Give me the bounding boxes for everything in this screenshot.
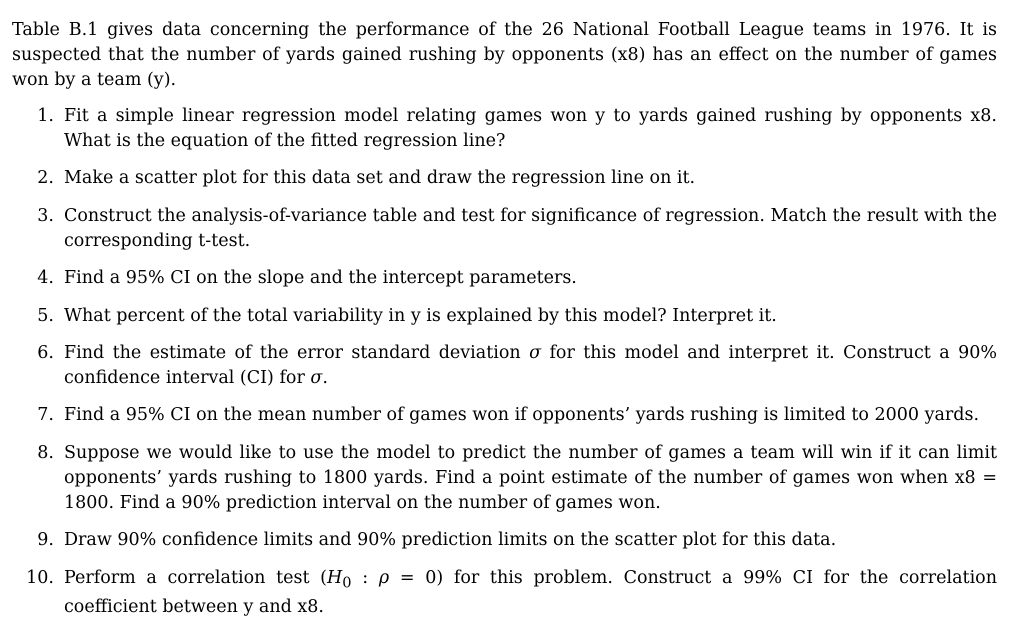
- question-text: Make a scatter plot for this data set and draw the regression line on it.: [64, 168, 696, 189]
- question-item: [12, 441, 997, 516]
- sigma-symbol: σ: [529, 342, 542, 363]
- h0-symbol: H: [327, 567, 343, 588]
- question-list: [12, 104, 997, 620]
- question-item: [12, 266, 997, 291]
- question-item: [12, 566, 997, 621]
- rho-symbol: ρ: [378, 567, 390, 588]
- question-text-part: Perform a correlation test (: [64, 567, 328, 588]
- question-item: [12, 403, 997, 428]
- question-number: 3.: [37, 205, 54, 226]
- question-item: [12, 304, 997, 329]
- question-item: [12, 341, 997, 391]
- document: [12, 18, 997, 632]
- question-text-part: = 0) for this problem. Construct a 99% CI for the correlation coefficient between y and x8.: [64, 567, 997, 618]
- question-text-part: .: [322, 367, 328, 388]
- question-text: Draw 90% confidence limits and 90% prediction limits on the scatter plot for this data.: [64, 530, 837, 551]
- question-number: 7.: [37, 405, 54, 426]
- question-text-part: :: [351, 567, 379, 588]
- h0-subscript: 0: [342, 574, 352, 592]
- question-number: 2.: [37, 168, 54, 189]
- question-number: 1.: [37, 106, 54, 126]
- question-text: Suppose we would like to use the model to predict the number of games a team will win if it can limit opponents’ yards rushing to 1800 yards. Find a point estimate of the number of games won when x8 = 1800. Find a 90% prediction interval on the number of games won.: [64, 442, 997, 513]
- intro-paragraph: Table B.1 gives data concerning the performance of the 26 National Football League teams in 1976. It is suspected that the number of yards gained rushing by opponents (x8) has an effect on the number of games won by a team (y).: [12, 20, 997, 90]
- question-item: [12, 166, 997, 191]
- question-number: 9.: [37, 530, 54, 551]
- question-text-part: for this model and interpret it. Construct a 90% confidence interval (CI) for: [64, 342, 997, 388]
- question-item: [12, 204, 997, 254]
- question-text: What percent of the total variability in y is explained by this model? Interpret it.: [64, 305, 777, 326]
- question-number: 10.: [26, 567, 54, 588]
- question-text: Construct the analysis-of-variance table and test for significance of regression. Match the result with the corresponding t-test.: [64, 205, 997, 251]
- question-text: Fit a simple linear regression model relating games won y to yards gained rushing by opponents x8. What is the equation of the fitted regression line?: [64, 106, 997, 151]
- question-number: 4.: [37, 268, 54, 289]
- question-number: 6.: [37, 342, 54, 363]
- question-number: 8.: [37, 442, 54, 463]
- sigma-symbol: σ: [310, 367, 323, 388]
- question-text: Find a 95% CI on the slope and the intercept parameters.: [64, 268, 577, 289]
- question-text-part: Find the estimate of the error standard deviation: [64, 342, 521, 363]
- question-number: 5.: [37, 305, 54, 326]
- question-text: Find a 95% CI on the mean number of games won if opponents’ yards rushing is limited to 2000 yards.: [64, 405, 980, 426]
- question-item: [12, 104, 997, 154]
- question-item: [12, 528, 997, 553]
